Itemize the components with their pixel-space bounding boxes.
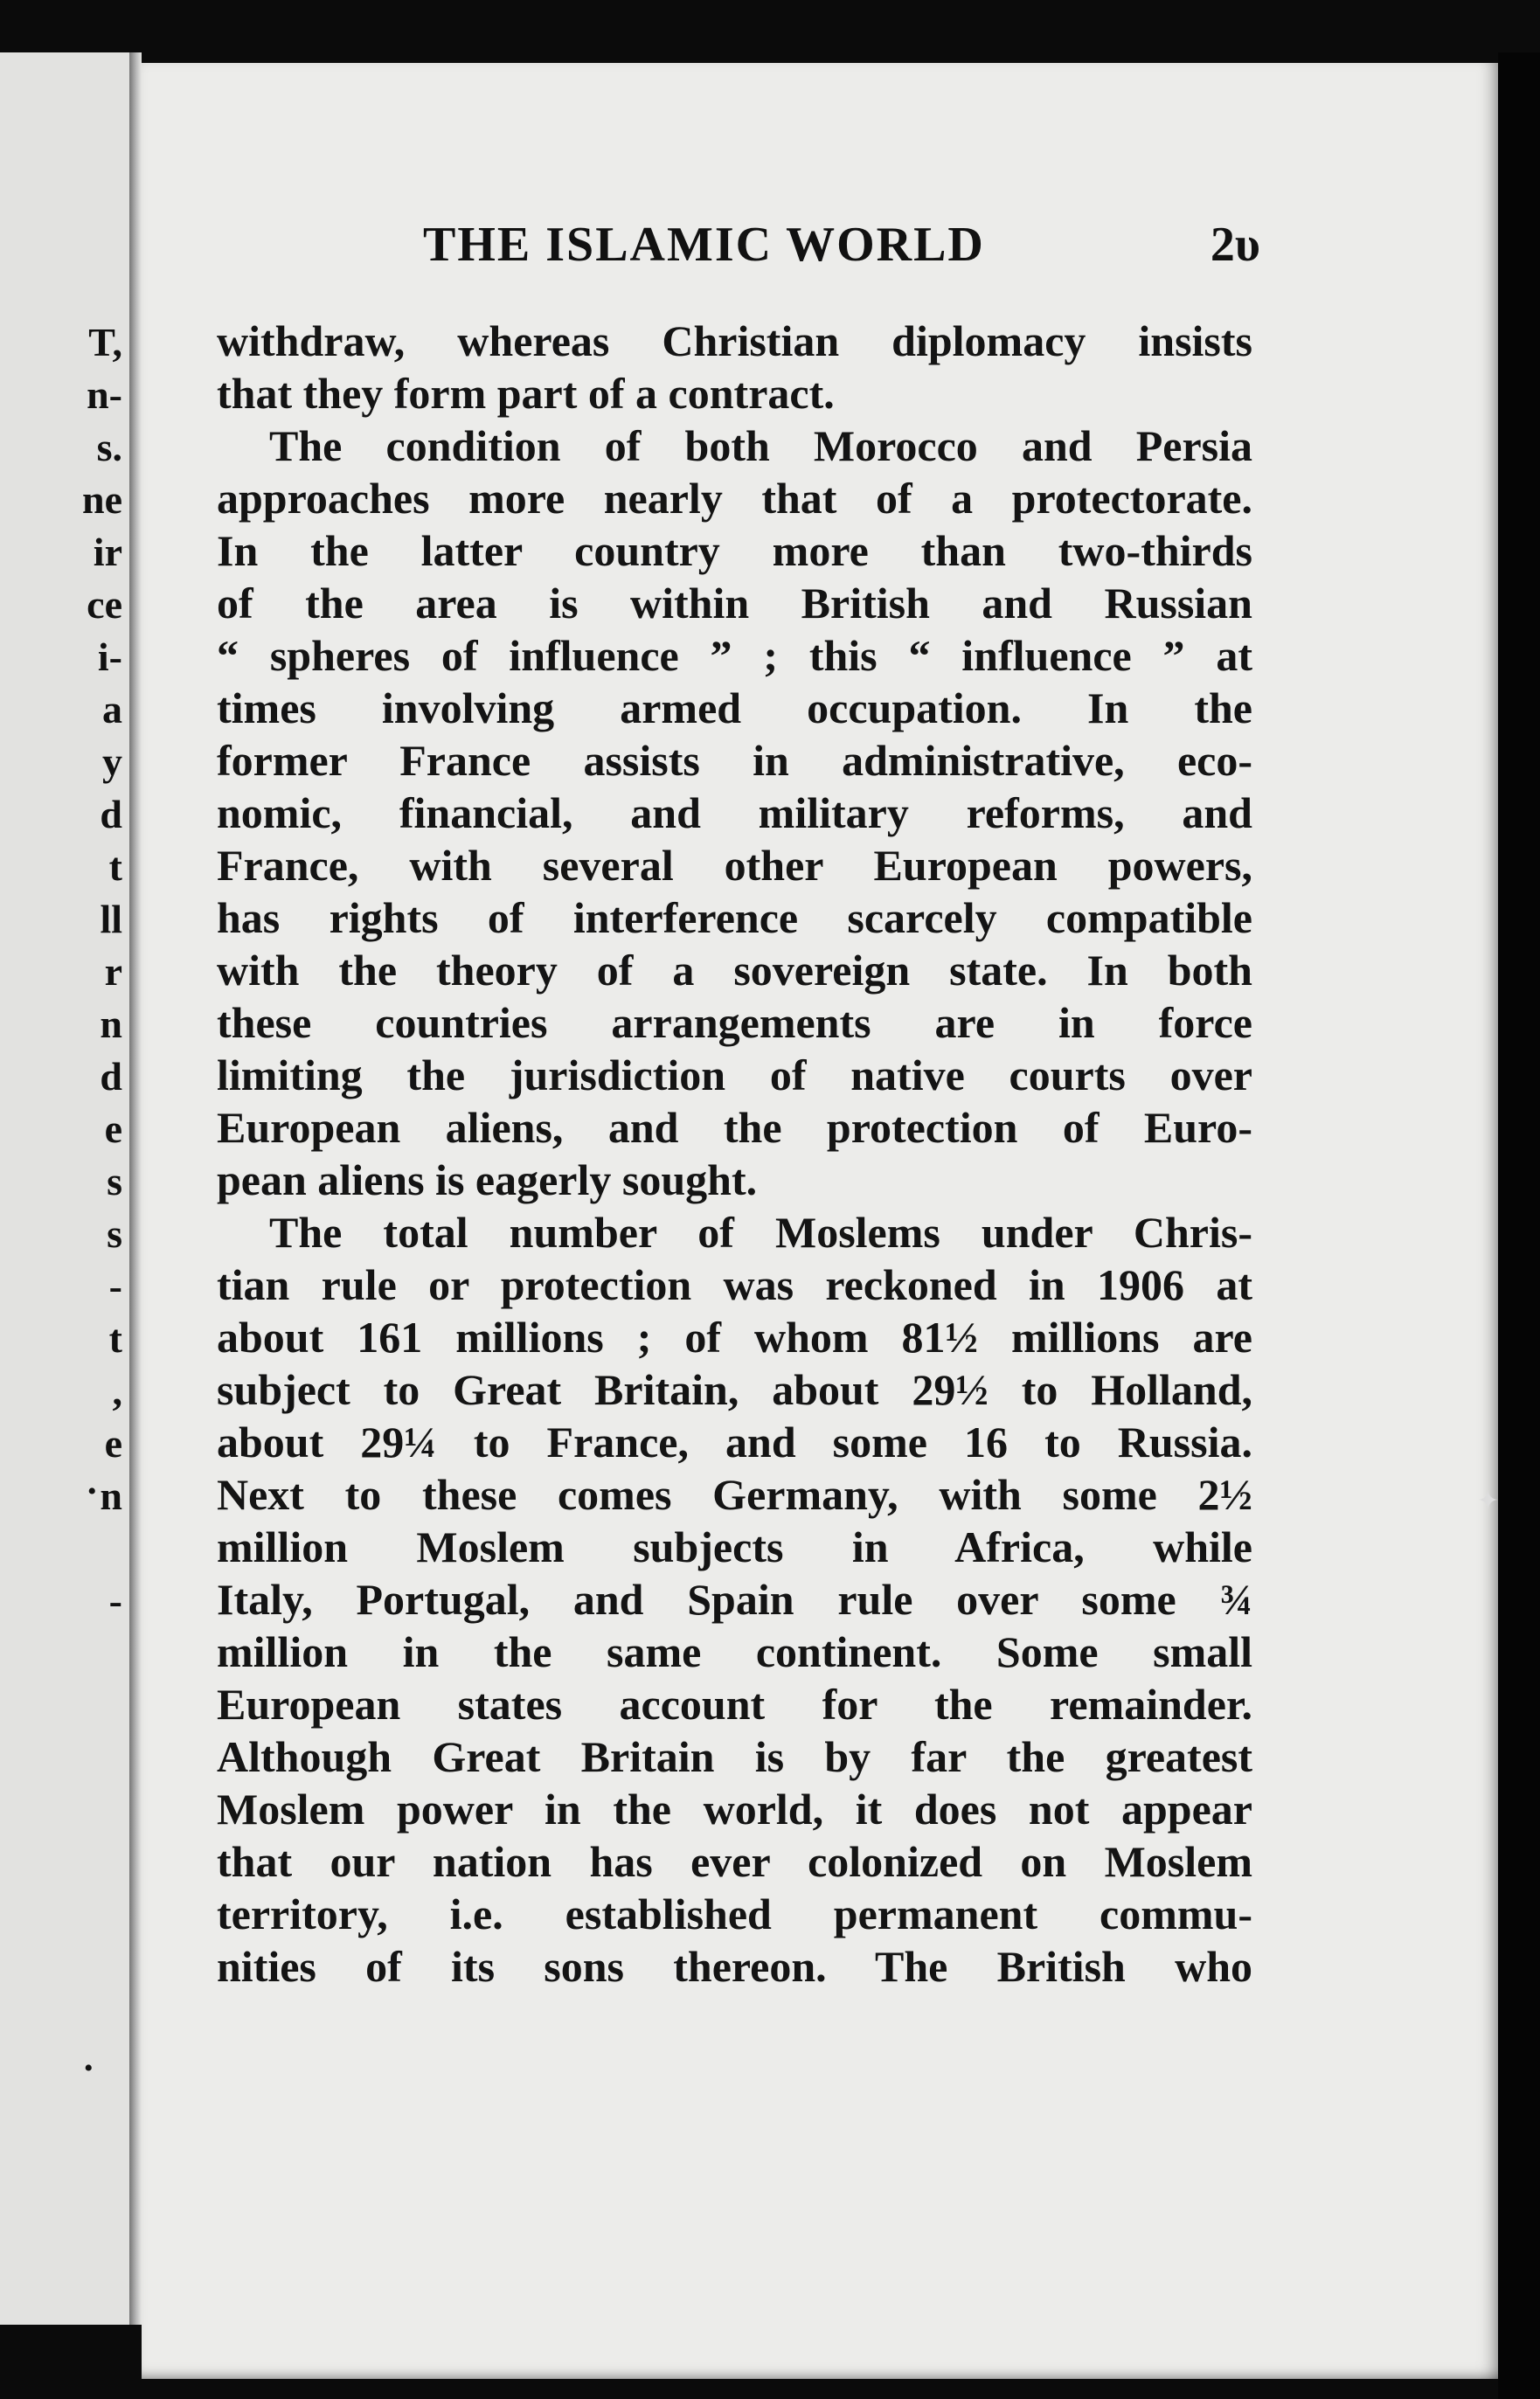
text-line: times involving armed occupation. In the [217, 683, 1252, 732]
text-line: about 161 millions ; of whom 81½ millions are [217, 1313, 1252, 1362]
left-page-line-fragment: n [100, 1473, 122, 1518]
text-line: former France assists in administrative, eco- [217, 736, 1252, 785]
text-line: territory, i.e. established permanent commu- [217, 1889, 1252, 1938]
paragraph-start-line: The condition of both Morocco and Persia [269, 421, 1252, 470]
left-page-line-fragment: s. [96, 425, 122, 469]
text-line: Moslem power in the world, it does not appear [217, 1785, 1252, 1834]
text-line: that they form part of a contract. [217, 369, 835, 418]
text-line: limiting the jurisdiction of native courts over [217, 1050, 1252, 1099]
text-line: Italy, Portugal, and Spain rule over some ¾ [217, 1575, 1252, 1624]
text-line: tian rule or protection was reckoned in 1906 at [217, 1260, 1252, 1309]
left-page-line-fragment: e [104, 1421, 122, 1466]
left-page-line-fragment: ne [82, 477, 122, 522]
text-line: subject to Great Britain, about 29½ to Holland, [217, 1365, 1252, 1414]
text-line: million in the same continent. Some small [217, 1627, 1252, 1676]
text-line: has rights of interference scarcely compatible [217, 893, 1252, 942]
scan-speck: • [87, 1477, 97, 1506]
text-line: European aliens, and the protection of Euro- [217, 1103, 1252, 1152]
left-page-line-fragment: , [112, 1369, 122, 1413]
book-gutter [129, 52, 142, 2325]
left-page-fragment [0, 52, 129, 2325]
paragraph-start-line: The total number of Moslems under Chris- [269, 1208, 1252, 1257]
text-line: of the area is within British and Russian [217, 579, 1252, 627]
text-line: these countries arrangements are in force [217, 998, 1252, 1047]
left-page-line-fragment: a [102, 687, 122, 731]
text-line: that our nation has ever colonized on Moslem [217, 1837, 1252, 1886]
text-line: pean aliens is eagerly sought. [217, 1155, 758, 1204]
page-edge-shadow [1498, 52, 1540, 2399]
left-page-line-fragment: ir [93, 530, 122, 574]
text-line: “ spheres of influence ” ; this “ influence ” at [217, 631, 1252, 680]
left-page-line-fragment: t [108, 1316, 122, 1361]
page-number: 2υ [1210, 218, 1260, 272]
scan-speck: • [84, 2054, 94, 2083]
left-page-line-fragment: n [100, 1002, 122, 1046]
running-head-title: THE ISLAMIC WORLD [423, 218, 985, 272]
running-head [281, 217, 1260, 278]
scan-speck: ✦ [1477, 1487, 1500, 1515]
left-page-line-fragment: i- [97, 634, 122, 679]
text-line: In the latter country more than two-thirds [217, 526, 1252, 575]
text-line: withdraw, whereas Christian diplomacy insists [217, 316, 1252, 365]
left-page-line-fragment: T, [88, 320, 122, 364]
text-line: with the theory of a sovereign state. In both [217, 946, 1252, 995]
text-line: million Moslem subjects in Africa, while [217, 1522, 1252, 1571]
left-page-line-fragment: r [104, 949, 122, 994]
left-page-line-fragment: d [100, 1054, 122, 1099]
text-line: European states account for the remainder. [217, 1680, 1252, 1729]
left-page-line-fragment: - [108, 1264, 122, 1308]
left-page-line-fragment: d [100, 792, 122, 836]
text-line: France, with several other European powers, [217, 841, 1252, 890]
left-page-line-fragment: t [108, 844, 122, 889]
left-page-line-fragment: s [107, 1211, 122, 1256]
left-page-line-fragment: - [108, 1578, 122, 1623]
text-line: Although Great Britain is by far the greatest [217, 1732, 1252, 1781]
left-page-line-fragment: ll [100, 897, 122, 941]
left-page-line-fragment: ce [87, 582, 122, 627]
left-page-line-fragment: e [104, 1106, 122, 1151]
text-line: nities of its sons thereon. The British who [217, 1942, 1252, 1991]
text-line: about 29¼ to France, and some 16 to Russia. [217, 1418, 1252, 1466]
left-page-line-fragment: y [102, 739, 122, 784]
text-line: nomic, financial, and military reforms, and [217, 788, 1252, 837]
left-page-line-fragment: s [107, 1159, 122, 1203]
text-line: Next to these comes Germany, with some 2½ [217, 1470, 1252, 1519]
body-text [217, 315, 1252, 1993]
text-line: approaches more nearly that of a protectorate. [217, 474, 1252, 523]
left-page-line-fragment: n- [87, 372, 122, 417]
